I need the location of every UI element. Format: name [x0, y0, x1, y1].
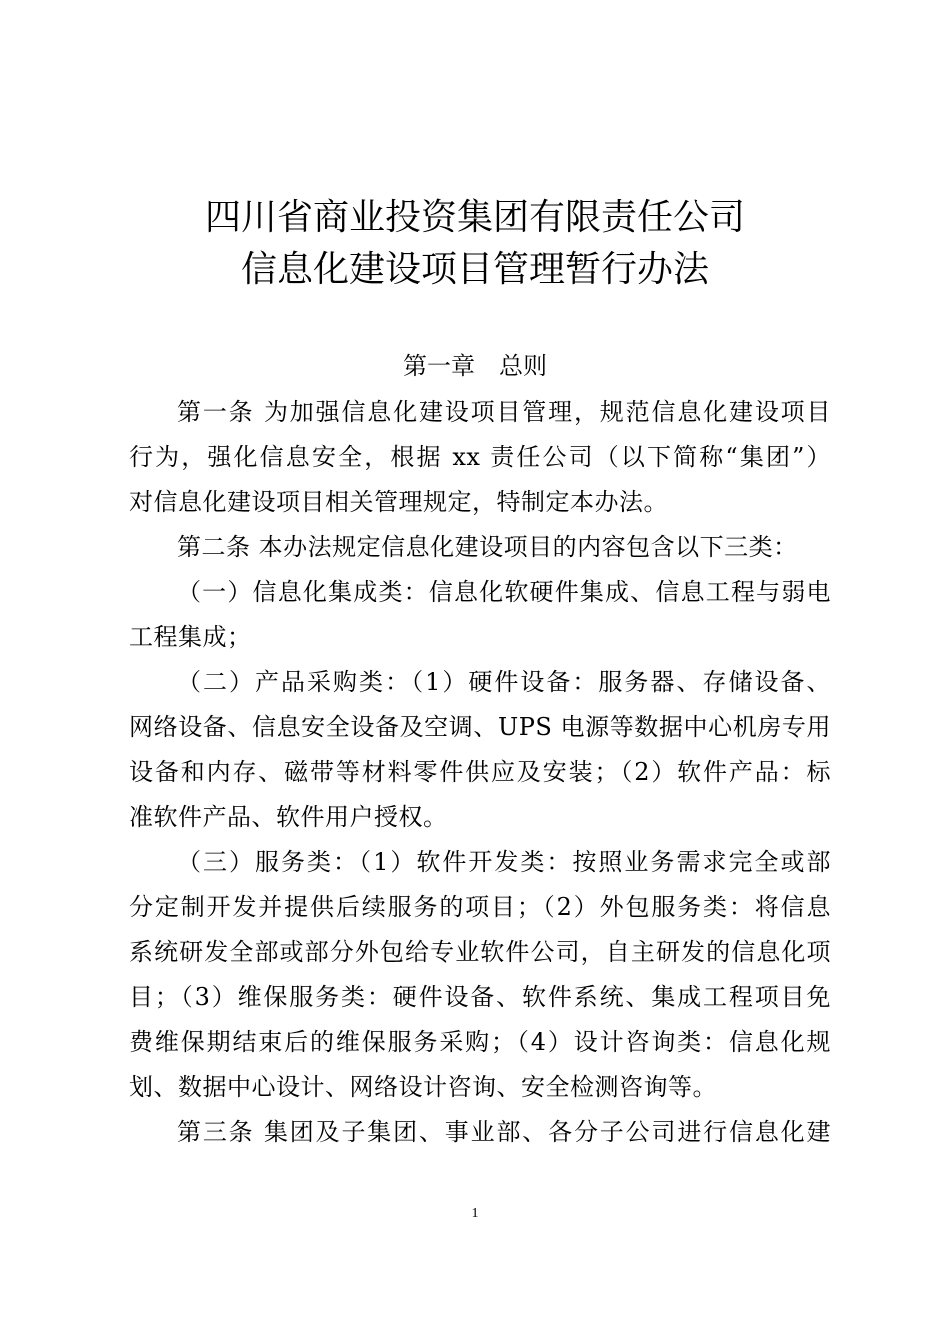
page-number: 1: [471, 1206, 479, 1221]
paragraph-line: （三）服务类：（1）软件开发类：按照业务需求完全或部: [177, 848, 831, 876]
paragraph-line: 第三条 集团及子集团、事业部、各分子公司进行信息化建: [177, 1118, 831, 1146]
paragraph-line: 费维保期结束后的维保服务采购；（4）设计咨询类：信息化规: [129, 1028, 831, 1056]
paragraph-line: 第二条 本办法规定信息化建设项目的内容包含以下三类：: [177, 533, 798, 561]
paragraph-line: 第一条 为加强信息化建设项目管理，规范信息化建设项目: [177, 398, 831, 426]
chapter-heading: 第一章 总则: [403, 352, 547, 380]
paragraph-line: （二）产品采购类：（1）硬件设备：服务器、存储设备、: [177, 668, 831, 696]
document-title-line-2: 信息化建设项目管理暂行办法: [240, 249, 709, 290]
paragraph-line: 准软件产品、软件用户授权。: [129, 803, 448, 831]
paragraph-line: 设备和内存、磁带等材料零件供应及安装；（2）软件产品：标: [129, 758, 831, 786]
paragraph-line: 分定制开发并提供后续服务的项目；（2）外包服务类：将信息: [129, 893, 831, 921]
paragraph-line: 工程集成；: [129, 623, 252, 651]
paragraph-line: 系统研发全部或部分外包给专业软件公司，自主研发的信息化项: [129, 938, 831, 966]
document-title-line-1: 四川省商业投资集团有限责任公司: [204, 197, 745, 238]
paragraph-line: 目；（3）维保服务类：硬件设备、软件系统、集成工程项目免: [129, 983, 831, 1011]
paragraph-line: 网络设备、信息安全设备及空调、UPS 电源等数据中心机房专用: [129, 713, 831, 741]
paragraph-line: （一）信息化集成类：信息化软硬件集成、信息工程与弱电: [177, 578, 831, 606]
paragraph-line: 对信息化建设项目相关管理规定，特制定本办法。: [129, 488, 668, 516]
paragraph-line: 行为，强化信息安全，根据 xx 责任公司（以下简称“集团”）: [129, 443, 831, 471]
paragraph-line: 划、数据中心设计、网络设计咨询、安全检测咨询等。: [129, 1073, 717, 1101]
